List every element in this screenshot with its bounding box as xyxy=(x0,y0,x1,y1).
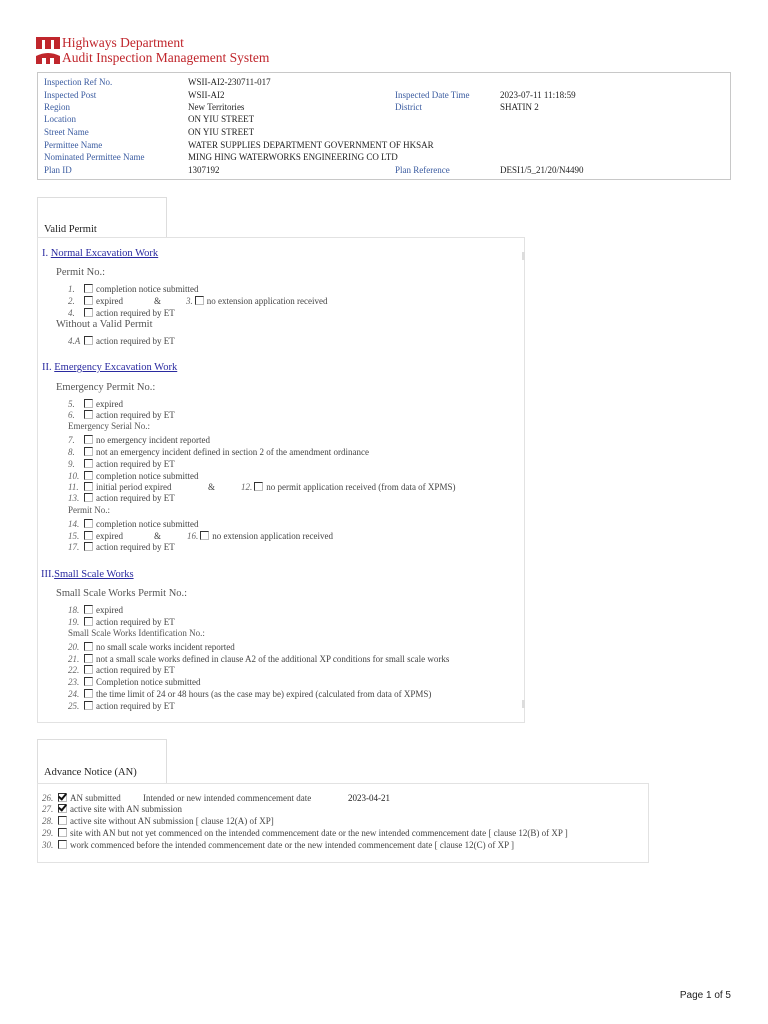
ssw-ident-label: Small Scale Works Identification No.: xyxy=(68,628,205,638)
item-number: 8. xyxy=(68,447,75,457)
checkbox-27[interactable] xyxy=(58,804,67,813)
tab-advance-notice[interactable] xyxy=(37,739,167,783)
tab-label: Advance Notice (AN) xyxy=(44,767,137,778)
item-number: 14. xyxy=(68,519,80,529)
item-number: 21. xyxy=(68,654,80,664)
item-text: action required by ET xyxy=(96,336,175,346)
check-item-2 xyxy=(68,295,123,307)
commencement-date-value: 2023-04-21 xyxy=(348,793,390,803)
tab-label: Valid Permit xyxy=(44,224,97,235)
system-name: Audit Inspection Management System xyxy=(62,50,270,65)
info-label: District xyxy=(395,102,422,112)
checkbox-11[interactable] xyxy=(84,482,93,491)
item-text: not an emergency incident defined in section 2 of the amendment ordinance xyxy=(96,447,369,457)
check-item-16 xyxy=(187,530,333,542)
item-text: no permit application received (from data of XPMS) xyxy=(266,482,456,492)
item-text: AN submitted xyxy=(70,793,121,803)
item-number: 10. xyxy=(68,471,80,481)
checkbox-1[interactable] xyxy=(84,284,93,293)
checkbox-13[interactable] xyxy=(84,493,93,502)
check-item-4 xyxy=(68,307,175,319)
without-permit-label: Without a Valid Permit xyxy=(56,319,153,330)
item-text: expired xyxy=(96,399,123,409)
info-label: Plan Reference xyxy=(395,165,450,175)
item-text: action required by ET xyxy=(96,665,175,675)
check-item-7 xyxy=(68,434,210,446)
item-number: 22. xyxy=(68,665,80,675)
scroll-down-handle[interactable] xyxy=(522,700,525,708)
checkbox-8[interactable] xyxy=(84,447,93,456)
permit-no-label: Permit No.: xyxy=(68,505,110,515)
checkbox-4[interactable] xyxy=(84,308,93,317)
check-item-24 xyxy=(68,688,431,700)
checkbox-30[interactable] xyxy=(58,840,67,849)
commencement-date-label: Intended or new intended commencement date xyxy=(143,793,312,803)
checkbox-19[interactable] xyxy=(84,617,93,626)
emergency-permit-no-label: Emergency Permit No.: xyxy=(56,382,156,393)
check-item-30 xyxy=(42,839,514,851)
highways-logo-icon xyxy=(36,37,60,49)
checkbox-2[interactable] xyxy=(84,296,93,305)
check-item-8 xyxy=(68,446,369,458)
item-number: 23. xyxy=(68,677,80,687)
checkbox-9[interactable] xyxy=(84,459,93,468)
item-number: 29. xyxy=(42,828,54,838)
scroll-up-handle[interactable] xyxy=(522,252,525,260)
item-text: completion notice submitted xyxy=(96,284,199,294)
check-item-4a xyxy=(68,335,175,347)
checkbox-5[interactable] xyxy=(84,399,93,408)
item-text: initial period expired xyxy=(96,482,172,492)
check-item-23 xyxy=(68,676,201,688)
section-emergency-excavation xyxy=(42,362,177,373)
checkbox-20[interactable] xyxy=(84,642,93,651)
item-number: 16. xyxy=(187,531,199,541)
checkbox-23[interactable] xyxy=(84,677,93,686)
item-text: no small scale works incident reported xyxy=(96,642,235,652)
info-value: New Territories xyxy=(188,102,245,112)
checkbox-21[interactable] xyxy=(84,654,93,663)
info-value: MING HING WATERWORKS ENGINEERING CO LTD xyxy=(188,152,398,162)
info-value: WATER SUPPLIES DEPARTMENT GOVERNMENT OF HKSAR xyxy=(188,140,434,150)
check-item-12 xyxy=(241,481,455,493)
checkbox-22[interactable] xyxy=(84,665,93,674)
item-number: 27. xyxy=(42,804,54,814)
item-text: Completion notice submitted xyxy=(96,677,201,687)
check-item-19 xyxy=(68,616,175,628)
permit-no-label: Permit No.: xyxy=(56,267,105,278)
section-link-emergency-excavation[interactable]: Emergency Excavation Work xyxy=(54,362,178,373)
item-number: 1. xyxy=(68,284,75,294)
check-item-22 xyxy=(68,664,175,676)
info-label: Plan ID xyxy=(44,165,72,175)
item-text: action required by ET xyxy=(96,701,175,711)
checkbox-16[interactable] xyxy=(200,531,209,540)
item-text: not a small scale works defined in clause A2 of the additional XP conditions for small scale works xyxy=(96,654,450,664)
info-value: 2023-07-11 11:18:59 xyxy=(500,90,576,100)
checkbox-26[interactable] xyxy=(58,793,67,802)
item-number: 18. xyxy=(68,605,80,615)
info-label: Region xyxy=(44,102,70,112)
check-item-20 xyxy=(68,641,235,653)
info-value: WSII-AI2 xyxy=(188,90,225,100)
item-number: 28. xyxy=(42,816,54,826)
info-label: Nominated Permittee Name xyxy=(44,152,145,162)
item-number: 24. xyxy=(68,689,80,699)
section-normal-excavation xyxy=(42,248,158,259)
item-text: action required by ET xyxy=(96,410,175,420)
item-text: active site with AN submission xyxy=(70,804,182,814)
checkbox-10[interactable] xyxy=(84,471,93,480)
checkbox-24[interactable] xyxy=(84,689,93,698)
item-text: action required by ET xyxy=(96,542,175,552)
section-link-small-scale-works[interactable]: Small Scale Works xyxy=(54,569,134,580)
info-label: Street Name xyxy=(44,127,89,137)
checkbox-25[interactable] xyxy=(84,701,93,710)
item-text: completion notice submitted xyxy=(96,471,199,481)
item-number: 19. xyxy=(68,617,80,627)
check-item-25 xyxy=(68,700,175,712)
info-value: 1307192 xyxy=(188,165,220,175)
header-line-2 xyxy=(36,50,436,66)
tab-valid-permit[interactable] xyxy=(37,197,167,237)
item-text: action required by ET xyxy=(96,617,175,627)
ampersand: & xyxy=(208,482,216,492)
item-number: 26. xyxy=(42,793,54,803)
item-number: 7. xyxy=(68,435,75,445)
checkbox-14[interactable] xyxy=(84,519,93,528)
page-indicator: Page 1 of 5 xyxy=(679,990,731,1001)
check-item-3 xyxy=(186,295,327,307)
check-item-13 xyxy=(68,492,175,504)
section-small-scale-works xyxy=(41,569,134,580)
item-text: no extension application received xyxy=(212,531,333,541)
section-number: II. xyxy=(42,362,52,373)
item-text: the time limit of 24 or 48 hours (as the case may be) expired (calculated from data of XPMS) xyxy=(96,689,432,699)
item-number: 15. xyxy=(68,531,80,541)
ssw-permit-no-label: Small Scale Works Permit No.: xyxy=(56,588,188,599)
item-number: 17. xyxy=(68,542,80,552)
item-text: completion notice submitted xyxy=(96,519,199,529)
item-text: expired xyxy=(96,531,123,541)
item-text: active site without AN submission [ clause 12(A) of XP] xyxy=(70,816,274,826)
checkbox-17[interactable] xyxy=(84,542,93,551)
emergency-serial-label: Emergency Serial No.: xyxy=(68,421,151,431)
checkbox-3[interactable] xyxy=(195,296,204,305)
checkbox-12[interactable] xyxy=(254,482,263,491)
info-value: DESI1/5_21/20/N4490 xyxy=(500,165,584,175)
check-item-9 xyxy=(68,458,175,470)
check-item-6 xyxy=(68,409,175,421)
item-number: 30. xyxy=(42,840,54,850)
info-value: SHATIN 2 xyxy=(500,102,539,112)
checkbox-28[interactable] xyxy=(58,816,67,825)
check-item-1 xyxy=(68,283,198,295)
check-item-14 xyxy=(68,518,198,530)
section-link-normal-excavation[interactable]: Normal Excavation Work xyxy=(50,248,159,259)
inspection-info-table xyxy=(37,72,731,180)
item-number: 6. xyxy=(68,410,75,420)
item-text: work commenced before the intended commencement date or the new intended commencement date [ clause 12(C) of XP ] xyxy=(70,840,514,850)
info-label: Inspected Date Time xyxy=(395,90,470,100)
department-name: Highways Department xyxy=(62,35,184,50)
check-item-27 xyxy=(42,803,182,815)
item-text: action required by ET xyxy=(96,308,175,318)
item-number: 3. xyxy=(186,296,193,306)
info-label: Permittee Name xyxy=(44,140,103,150)
item-number: 4.A xyxy=(68,336,81,346)
info-value: ON YIU STREET xyxy=(188,114,255,124)
item-text: no emergency incident reported xyxy=(96,435,211,445)
ampersand: & xyxy=(154,296,162,306)
item-number: 12. xyxy=(241,482,253,492)
info-value: ON YIU STREET xyxy=(188,127,255,137)
header-line-1 xyxy=(36,35,436,51)
item-text: site with AN but not yet commenced on the intended commencement date or the new intended commencement date [ clause 12(B) of XP ] xyxy=(70,828,568,838)
info-label: Inspected Post xyxy=(44,90,97,100)
info-label: Inspection Ref No. xyxy=(44,77,113,87)
info-value: WSII-AI2-230711-017 xyxy=(188,77,271,87)
check-item-17 xyxy=(68,541,175,553)
check-item-18 xyxy=(68,604,123,616)
item-number: 13. xyxy=(68,493,80,503)
checkbox-15[interactable] xyxy=(84,531,93,540)
info-label: Location xyxy=(44,114,76,124)
item-text: action required by ET xyxy=(96,493,175,503)
item-number: 4. xyxy=(68,308,75,318)
item-number: 9. xyxy=(68,459,75,469)
item-text: no extension application received xyxy=(206,296,328,306)
item-number: 25. xyxy=(68,701,80,711)
checkbox-4a[interactable] xyxy=(84,336,93,345)
check-item-29 xyxy=(42,827,568,839)
item-text: expired xyxy=(96,296,123,306)
item-number: 20. xyxy=(68,642,80,652)
item-number: 2. xyxy=(68,296,75,306)
item-text: expired xyxy=(96,605,123,615)
item-number: 5. xyxy=(68,399,75,409)
system-logo-icon xyxy=(36,52,60,64)
section-number: III. xyxy=(41,569,55,580)
item-text: action required by ET xyxy=(96,459,175,469)
section-number: I. xyxy=(42,248,49,259)
check-item-28 xyxy=(42,815,274,827)
item-number: 11. xyxy=(68,482,79,492)
checkbox-18[interactable] xyxy=(84,605,93,614)
ampersand: & xyxy=(154,531,162,541)
checkbox-7[interactable] xyxy=(84,435,93,444)
checkbox-29[interactable] xyxy=(58,828,67,837)
checkbox-6[interactable] xyxy=(84,410,93,419)
